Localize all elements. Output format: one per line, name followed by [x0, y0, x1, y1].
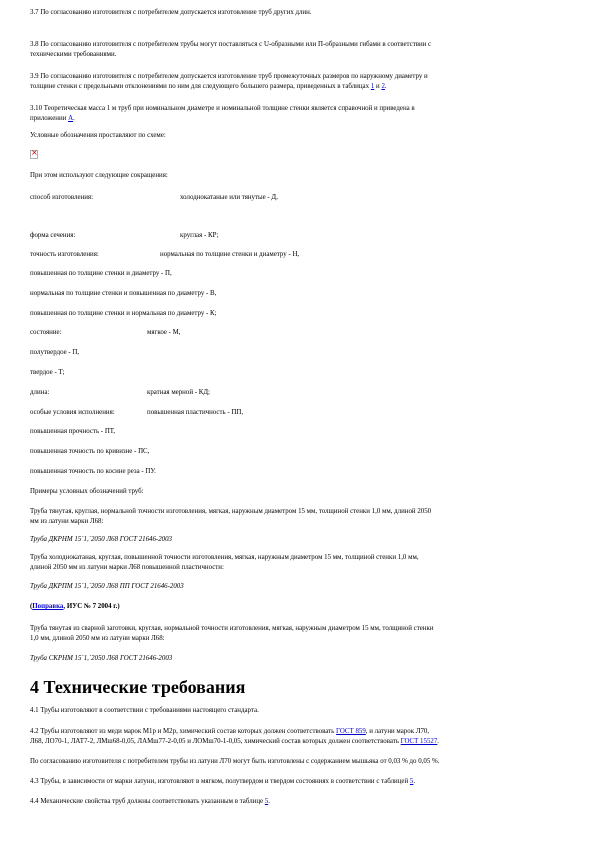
- paragraph-4-1: 4.1 Трубы изготовляют в соответствии с требованиями настоящего стандарта.: [30, 707, 259, 714]
- abbr-accuracy-label: точность изготовления:: [30, 251, 99, 258]
- amendment-open: (: [30, 603, 33, 610]
- abbr-method-value-1: холоднокатаные или тянутые - Д,: [180, 194, 278, 201]
- abbr-method-row: [30, 193, 570, 203]
- abbr-accuracy-4: повышенная по толщине стенки и нормальная по диаметру - К;: [30, 310, 217, 317]
- abbr-method-label: способ изготовления:: [30, 194, 93, 201]
- paragraph-3-8-line2: техническими требованиями.: [30, 51, 117, 58]
- paragraph-4-2-text-3: Л68, ЛО70-1, ЛАТ7-2, ЛМш68-0,05, ЛАМш77-2-0,05 и ЛОМш70-1-0,05, химический состав которых должен соответствовать: [30, 738, 399, 745]
- example-3-line1: Труба тянутая из сварной заготовки, круглая, нормальной точности изготовления, мягкая, наружным диаметром 15 мм, толщиной стенки: [30, 625, 434, 632]
- paragraph-3-10-line2: приложении А.: [30, 115, 75, 122]
- paragraph-4-4-end: .: [268, 798, 270, 805]
- example-2-code: Труба ДКРПМ 15´1,´2050 Л68 ПП ГОСТ 21646-2003: [30, 583, 184, 590]
- table-2-link[interactable]: 2: [381, 83, 385, 90]
- example-3-code: Труба СКРНМ 15´1,´2050 Л68 ГОСТ 21646-2003: [30, 655, 173, 662]
- paragraph-3-9-text: толщине стенки с предельными отклонениями по ним для следующего большего размера, приведенных в таблицах: [30, 83, 370, 90]
- appendix-a-link[interactable]: А: [68, 115, 74, 122]
- example-1-line1: Труба тянутая, круглая, нормальной точности изготовления, мягкая, наружным диаметром 15 мм, толщиной стенки 1,0 мм, длиной 2050: [30, 508, 432, 515]
- abbr-state-row: [30, 328, 570, 338]
- example-2-line2: длиной 2050 мм из латуни марки Л68 повышенной пластичности:: [30, 564, 224, 571]
- paragraph-4-2-text-2: , и латуни марок Л70,: [365, 728, 430, 735]
- paragraph-3-9-line1: 3.9 По согласованию изготовителя с потребителем допускается изготовление труб промежуточных размеров по наружному диаметру и: [30, 73, 428, 80]
- example-1-code: Труба ДКРНМ 15´1,´2050 Л68 ГОСТ 21646-2003: [30, 536, 173, 543]
- legend-intro: Условные обозначения проставляют по схеме:: [30, 132, 166, 139]
- abbr-state-3: твердое - Т;: [30, 369, 65, 376]
- abbr-state-2: полутвердое - П,: [30, 349, 80, 356]
- abbr-special-4: повышенная точность по косине реза - ПУ.: [30, 468, 156, 475]
- broken-image-icon: [30, 150, 38, 159]
- paragraph-4-2-line1: [30, 727, 570, 737]
- abbr-length-row: [30, 388, 570, 398]
- abbr-special-value: повышенная пластичность - ПП,: [147, 409, 244, 416]
- abbr-accuracy-3: нормальная по толщине стенки и повышенная по диаметру - В,: [30, 290, 217, 297]
- paragraph-4-4-text: 4.4 Механические свойства труб должны соответствовать указанным в таблице: [30, 798, 264, 805]
- section-4-heading: 4 Технические требования: [30, 677, 246, 697]
- abbr-shape-row: [30, 231, 570, 241]
- abbr-shape-value: круглая - КР;: [180, 232, 219, 239]
- example-2-line1: Труба холоднокатаная, круглая, повышенной точности изготовления, мягкая, наружным диаметром 15 мм, толщиной стенки 1,0 мм,: [30, 554, 419, 561]
- amendment-rest: , ИУС № 7 2004 г.): [63, 603, 120, 610]
- abbr-accuracy-row: [30, 250, 570, 260]
- paragraph-4-3-text: 4.3 Трубы, в зависимости от марки латуни, изготовляют в мягком, полутвердом и твердом состояниях в соответствии с таблицей: [30, 778, 409, 785]
- abbr-accuracy-2: повышенная по толщине стенки и диаметру - П,: [30, 270, 172, 277]
- example-3-line2: 1,0 мм, длиной 2050 мм из латуни марки Л68:: [30, 635, 165, 642]
- paragraph-4-2-text-4: .: [437, 738, 440, 745]
- abbr-length-label: длина:: [30, 389, 50, 396]
- abbr-state-value: мягкое - М,: [147, 329, 181, 336]
- paragraph-3-10-text: приложении: [30, 115, 67, 122]
- abbr-special-2: повышенная прочность - ПТ,: [30, 428, 116, 435]
- table-5-link[interactable]: 5: [409, 778, 414, 785]
- paragraph-4-3-end: .: [413, 778, 416, 785]
- table-5-link-2[interactable]: 5: [264, 798, 269, 805]
- abbr-special-3: повышенная точность по кривизне - ПС,: [30, 448, 150, 455]
- gost-15527-link[interactable]: ГОСТ 15527: [400, 738, 438, 745]
- gost-859-link[interactable]: ГОСТ 859: [336, 728, 366, 735]
- examples-title: Примеры условных обозначений труб:: [30, 488, 144, 495]
- abbr-special-row: [30, 408, 570, 418]
- abbr-state-label: состояние:: [30, 329, 62, 336]
- example-1-line2: мм из латуни марки Л68:: [30, 518, 104, 525]
- paragraph-3-8-line1: 3.8 По согласованию изготовителя с потребителем трубы могут поставляться с U-образными или П-образными гибами в соответствии с: [30, 41, 432, 48]
- paragraph-3-10-line1: 3.10 Теоретическая масса 1 м труб при номинальном диаметре и номинальной толщине стенки является справочной и приведена в: [30, 105, 415, 112]
- amendment-note: [30, 602, 570, 612]
- abbr-special-label: особые условия исполнения:: [30, 409, 115, 416]
- amendment-link[interactable]: Поправка: [32, 603, 64, 610]
- abbr-shape-label: форма сечения:: [30, 232, 76, 239]
- paragraph-3-9-and: и: [376, 83, 380, 90]
- paragraph-4-4: [30, 797, 570, 807]
- table-1-link[interactable]: 1: [370, 83, 375, 90]
- paragraph-3-7: 3.7 По согласованию изготовителя с потребителем допускается изготовление труб других длин.: [30, 9, 312, 16]
- paragraph-4-2-line2: [30, 737, 570, 747]
- abbr-intro: При этом используют следующие сокращения:: [30, 172, 168, 179]
- paragraph-3-9-line2: толщине стенки с предельными отклонениями по ним для следующего большего размера, приведенных в таблицах 1 и 2.: [30, 83, 387, 90]
- paragraph-4-3: [30, 777, 570, 787]
- paragraph-4-2-text-1: 4.2 Трубы изготовляют из меди марок М1р и М2р, химический состав которых должен соответствовать: [30, 728, 335, 735]
- abbr-length-value: кратная мерной - КД;: [147, 389, 210, 396]
- paragraph-4-2-note: По согласованию изготовителя с потребителем трубы из латуни Л70 могут быть изготовлены с содержанием мышьяка от 0,03 % до 0,05 %.: [30, 758, 440, 765]
- abbr-accuracy-value: нормальная по толщине стенки и диаметру - Н,: [160, 251, 300, 258]
